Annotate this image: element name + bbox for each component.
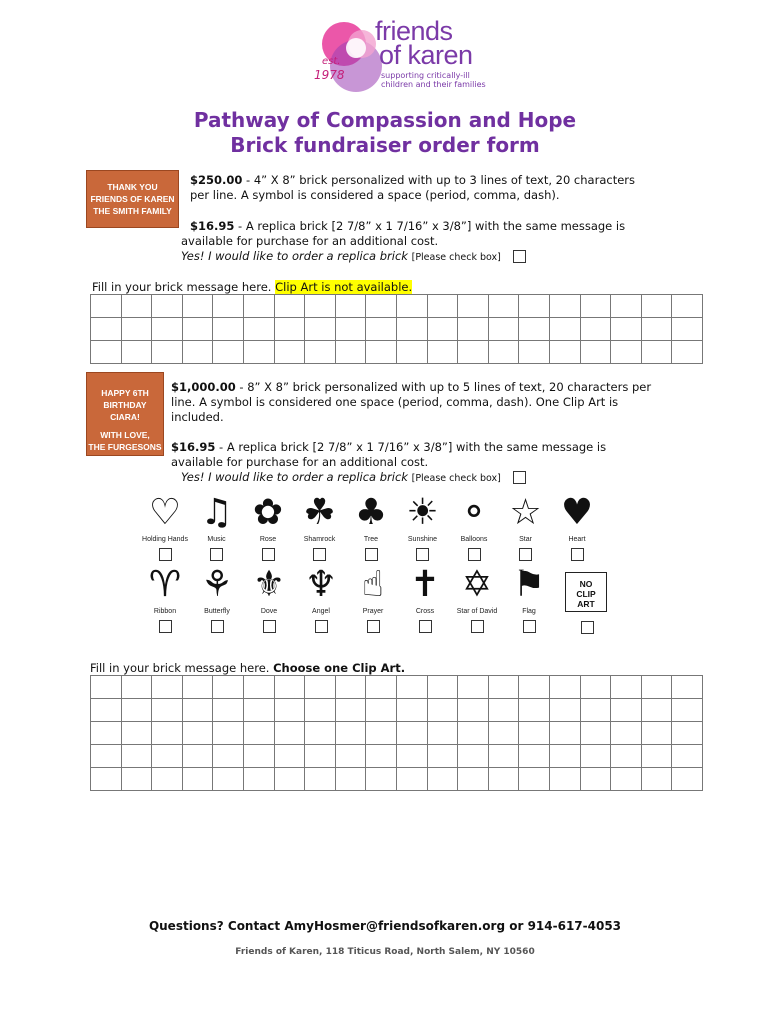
brick-8x8-description bbox=[171, 380, 691, 425]
clipart-checkbox[interactable] bbox=[263, 620, 276, 633]
replica-4x8-check-hint: [Please check box] bbox=[411, 252, 501, 263]
message-cell[interactable] bbox=[396, 318, 427, 341]
replica-4x8-order-row bbox=[181, 249, 601, 265]
message-cell[interactable] bbox=[458, 768, 489, 791]
message-cell[interactable] bbox=[488, 768, 519, 791]
no-clip-art-line: NO bbox=[579, 579, 593, 589]
tree-icon: ♣ bbox=[354, 492, 388, 533]
message-cell[interactable] bbox=[305, 318, 336, 341]
clipart-option-prayer bbox=[345, 562, 401, 634]
message-cell[interactable] bbox=[488, 341, 519, 364]
message-cell[interactable] bbox=[213, 699, 244, 722]
message-cell[interactable] bbox=[519, 318, 550, 341]
clipart-option-flag bbox=[501, 562, 557, 634]
message-cell[interactable] bbox=[335, 768, 366, 791]
clipart-checkbox[interactable] bbox=[211, 620, 224, 633]
message-cell[interactable] bbox=[458, 745, 489, 768]
page-title: Pathway of Compassion and Hope bbox=[193, 108, 577, 132]
message-cell[interactable] bbox=[91, 341, 122, 364]
brick-4x8-desc-line2: per line. A symbol is considered a space (period, comma, dash). bbox=[190, 188, 560, 202]
message-cell[interactable] bbox=[274, 745, 305, 768]
clipart-checkbox[interactable] bbox=[468, 548, 481, 561]
clipart-checkbox[interactable] bbox=[519, 548, 532, 561]
logo-name-line2: of karen bbox=[379, 40, 473, 70]
clipart-label: Holding Hands bbox=[142, 536, 188, 543]
message-cell[interactable] bbox=[580, 699, 611, 722]
star-icon: ☆ bbox=[509, 492, 542, 533]
clipart-option-tree bbox=[343, 490, 399, 562]
message-cell[interactable] bbox=[611, 699, 642, 722]
message-cell[interactable] bbox=[611, 768, 642, 791]
clipart-checkbox[interactable] bbox=[313, 548, 326, 561]
message-cell[interactable] bbox=[672, 768, 703, 791]
message-cell[interactable] bbox=[396, 295, 427, 318]
message-cell[interactable] bbox=[152, 722, 183, 745]
brick-8x8-price: $1,000.00 bbox=[171, 380, 236, 394]
clipart-checkbox[interactable] bbox=[419, 620, 432, 633]
message-cell[interactable] bbox=[458, 295, 489, 318]
brick-4x8-line: THANK YOU bbox=[107, 182, 158, 192]
message-cell[interactable] bbox=[213, 295, 244, 318]
butterfly-icon: ⚘ bbox=[200, 564, 234, 605]
clipart-option-dove bbox=[241, 562, 297, 634]
replica-8x8-order-row bbox=[181, 470, 601, 486]
message-cell[interactable] bbox=[121, 768, 152, 791]
message-cell[interactable] bbox=[182, 768, 213, 791]
message-cell[interactable] bbox=[182, 341, 213, 364]
message-cell[interactable] bbox=[641, 768, 672, 791]
message-cell[interactable] bbox=[213, 341, 244, 364]
flag-icon: ⚑ bbox=[512, 564, 546, 605]
message-cell[interactable] bbox=[305, 341, 336, 364]
message-cell[interactable] bbox=[427, 341, 458, 364]
clipart-checkbox[interactable] bbox=[416, 548, 429, 561]
message-cell[interactable] bbox=[672, 341, 703, 364]
message-cell[interactable] bbox=[580, 295, 611, 318]
replica-4x8-yes-text: Yes! I would like to order a replica brick bbox=[181, 249, 408, 263]
clipart-label: Balloons bbox=[460, 536, 488, 543]
no-clip-art-line: CLIP bbox=[576, 589, 596, 599]
clipart-checkbox[interactable] bbox=[471, 620, 484, 633]
message-cell[interactable] bbox=[274, 676, 305, 699]
clipart-option-holding-hands bbox=[137, 490, 193, 562]
clipart-option-ribbon bbox=[137, 562, 193, 634]
music-icon: ♫ bbox=[200, 492, 233, 533]
replica-4x8-checkbox[interactable] bbox=[513, 250, 526, 263]
clipart-option-rose bbox=[240, 490, 296, 562]
message-cell[interactable] bbox=[672, 699, 703, 722]
message-cell[interactable] bbox=[152, 341, 183, 364]
message-cell[interactable] bbox=[182, 699, 213, 722]
grid1-label-text: Fill in your brick message here. bbox=[92, 280, 276, 294]
message-cell[interactable] bbox=[519, 699, 550, 722]
brick-4x8-desc-line1: - 4” X 8” brick personalized with up to 3 lines of text, 20 characters bbox=[242, 173, 635, 187]
replica-4x8-description bbox=[190, 219, 670, 234]
message-cell[interactable] bbox=[641, 699, 672, 722]
shamrock-icon: ☘ bbox=[303, 492, 336, 533]
message-cell[interactable] bbox=[91, 722, 122, 745]
message-cell[interactable] bbox=[458, 341, 489, 364]
message-cell[interactable] bbox=[335, 676, 366, 699]
message-cell[interactable] bbox=[641, 745, 672, 768]
brick-8x8-desc-line1: - 8” X 8” brick personalized with up to 5 lines of text, 20 characters per bbox=[235, 380, 652, 394]
message-cell[interactable] bbox=[335, 341, 366, 364]
clipart-option-angel bbox=[293, 562, 349, 634]
brick-4x8-price: $250.00 bbox=[190, 173, 243, 187]
message-cell[interactable] bbox=[458, 722, 489, 745]
clipart-option-butterfly bbox=[189, 562, 245, 634]
message-cell[interactable] bbox=[305, 295, 336, 318]
clipart-label: Dove bbox=[260, 608, 278, 615]
clipart-option-shamrock bbox=[292, 490, 348, 562]
message-cell[interactable] bbox=[305, 768, 336, 791]
brick-8x8-line: HAPPY 6TH bbox=[101, 388, 149, 398]
message-cell[interactable] bbox=[121, 318, 152, 341]
clipart-label: Ribbon bbox=[153, 608, 177, 615]
message-cell[interactable] bbox=[580, 676, 611, 699]
message-cell[interactable] bbox=[335, 745, 366, 768]
clipart-option-star bbox=[498, 490, 554, 562]
message-cell[interactable] bbox=[427, 318, 458, 341]
message-cell[interactable] bbox=[458, 699, 489, 722]
message-cell[interactable] bbox=[335, 722, 366, 745]
brick-8x8-line: THE FURGESONS bbox=[88, 442, 162, 452]
clipart-label: Star of David bbox=[456, 608, 498, 615]
balloons-icon: ⚬ bbox=[458, 492, 490, 533]
message-cell[interactable] bbox=[641, 676, 672, 699]
message-cell[interactable] bbox=[121, 722, 152, 745]
clipart-checkbox[interactable] bbox=[159, 620, 172, 633]
prayer-icon: ☝ bbox=[362, 564, 384, 605]
message-cell[interactable] bbox=[91, 745, 122, 768]
message-cell[interactable] bbox=[580, 768, 611, 791]
message-cell[interactable] bbox=[549, 722, 580, 745]
message-cell[interactable] bbox=[305, 676, 336, 699]
clipart-checkbox[interactable] bbox=[262, 548, 275, 561]
cross-icon: ✝ bbox=[409, 564, 441, 605]
logo-tagline-line1: supporting critically-ill bbox=[381, 71, 470, 80]
replica-4x8-line1: - A replica brick [2 7/8” x 1 7/16” x 3/8”] with the same message is bbox=[234, 219, 626, 233]
message-cell[interactable] bbox=[152, 318, 183, 341]
grid2-label bbox=[90, 661, 405, 676]
page-subtitle: Brick fundraiser order form bbox=[230, 133, 540, 157]
brick-4x8-line: THE SMITH FAMILY bbox=[93, 206, 172, 216]
message-cell[interactable] bbox=[335, 318, 366, 341]
clipart-checkbox[interactable] bbox=[367, 620, 380, 633]
message-cell[interactable] bbox=[243, 745, 274, 768]
message-cell[interactable] bbox=[366, 318, 397, 341]
brick-8x8-desc-line3: included. bbox=[171, 410, 224, 424]
clipart-option-heart bbox=[549, 490, 605, 562]
message-cell[interactable] bbox=[519, 676, 550, 699]
message-cell[interactable] bbox=[152, 768, 183, 791]
message-cell[interactable] bbox=[672, 295, 703, 318]
clipart-label: Tree bbox=[363, 536, 379, 543]
grid1-clipart-note: Clip Art is not available. bbox=[275, 280, 413, 294]
replica-8x8-description bbox=[171, 440, 691, 470]
clipart-label: Star bbox=[519, 536, 532, 543]
clipart-checkbox[interactable] bbox=[210, 548, 223, 561]
message-cell[interactable] bbox=[213, 676, 244, 699]
clipart-option-sunshine bbox=[395, 490, 451, 562]
message-cell[interactable] bbox=[182, 318, 213, 341]
clipart-label: Music bbox=[207, 536, 226, 543]
message-cell[interactable] bbox=[427, 745, 458, 768]
message-cell[interactable] bbox=[366, 722, 397, 745]
message-cell[interactable] bbox=[366, 295, 397, 318]
message-cell[interactable] bbox=[641, 341, 672, 364]
no-clip-art-checkbox[interactable] bbox=[581, 621, 594, 634]
clipart-label: Shamrock bbox=[303, 536, 336, 543]
message-cell[interactable] bbox=[121, 295, 152, 318]
message-cell[interactable] bbox=[335, 699, 366, 722]
footer-questions: Questions? Contact AmyHosmer@friendsofkaren.org or 914-617-4053 bbox=[148, 919, 622, 933]
grid2-label-text: Fill in your brick message here. bbox=[90, 661, 274, 675]
clipart-checkbox[interactable] bbox=[523, 620, 536, 633]
message-cell[interactable] bbox=[91, 699, 122, 722]
no-clip-art-box bbox=[565, 572, 607, 612]
message-cell[interactable] bbox=[427, 676, 458, 699]
logo-tagline-line2: children and their families bbox=[381, 80, 486, 89]
brick-4x8-line: FRIENDS OF KAREN bbox=[90, 194, 175, 204]
message-cell[interactable] bbox=[580, 745, 611, 768]
message-cell[interactable] bbox=[243, 676, 274, 699]
angel-icon: ♆ bbox=[304, 564, 338, 605]
clipart-option-balloons bbox=[446, 490, 502, 562]
message-cell[interactable] bbox=[274, 295, 305, 318]
message-cell[interactable] bbox=[488, 676, 519, 699]
message-cell[interactable] bbox=[213, 722, 244, 745]
clipart-label: Prayer bbox=[362, 608, 384, 615]
logo-est: est. bbox=[322, 56, 341, 67]
message-cell[interactable] bbox=[243, 768, 274, 791]
message-cell[interactable] bbox=[641, 318, 672, 341]
message-cell[interactable] bbox=[366, 699, 397, 722]
brick-8x8-message-grid bbox=[90, 675, 703, 791]
clipart-checkbox[interactable] bbox=[315, 620, 328, 633]
message-cell[interactable] bbox=[152, 745, 183, 768]
brick-8x8-line: BIRTHDAY bbox=[103, 400, 147, 410]
message-cell[interactable] bbox=[549, 768, 580, 791]
message-cell[interactable] bbox=[549, 699, 580, 722]
brick-4x8-description bbox=[190, 173, 670, 203]
message-cell[interactable] bbox=[366, 745, 397, 768]
message-cell[interactable] bbox=[427, 699, 458, 722]
message-cell[interactable] bbox=[396, 745, 427, 768]
clipart-checkbox[interactable] bbox=[365, 548, 378, 561]
grid1-label bbox=[92, 280, 412, 295]
logo-name-line1: friends bbox=[375, 16, 453, 46]
message-cell[interactable] bbox=[427, 768, 458, 791]
replica-8x8-check-hint: [Please check box] bbox=[411, 473, 501, 484]
message-cell[interactable] bbox=[641, 722, 672, 745]
message-cell[interactable] bbox=[305, 722, 336, 745]
message-cell[interactable] bbox=[519, 745, 550, 768]
message-cell[interactable] bbox=[213, 768, 244, 791]
message-cell[interactable] bbox=[243, 295, 274, 318]
message-cell[interactable] bbox=[152, 295, 183, 318]
sunshine-icon: ☀ bbox=[406, 492, 439, 533]
message-cell[interactable] bbox=[243, 699, 274, 722]
message-cell[interactable] bbox=[458, 676, 489, 699]
message-cell[interactable] bbox=[274, 722, 305, 745]
message-cell[interactable] bbox=[672, 722, 703, 745]
clipart-checkbox[interactable] bbox=[159, 548, 172, 561]
message-cell[interactable] bbox=[121, 699, 152, 722]
message-cell[interactable] bbox=[611, 745, 642, 768]
clipart-label: Cross bbox=[415, 608, 435, 615]
message-cell[interactable] bbox=[243, 341, 274, 364]
message-cell[interactable] bbox=[396, 768, 427, 791]
message-cell[interactable] bbox=[274, 699, 305, 722]
message-cell[interactable] bbox=[611, 676, 642, 699]
brick-4x8-message-grid bbox=[90, 294, 703, 364]
message-cell[interactable] bbox=[519, 768, 550, 791]
clipart-label: Sunshine bbox=[407, 536, 438, 543]
clipart-checkbox[interactable] bbox=[571, 548, 584, 561]
clipart-label: Butterfly bbox=[204, 608, 230, 615]
clipart-label: Heart bbox=[568, 536, 586, 543]
message-cell[interactable] bbox=[488, 295, 519, 318]
replica-8x8-line1: - A replica brick [2 7/8” x 1 7/16” x 3/8”] with the same message is bbox=[215, 440, 607, 454]
clipart-option-music bbox=[189, 490, 245, 562]
message-cell[interactable] bbox=[305, 745, 336, 768]
message-cell[interactable] bbox=[182, 745, 213, 768]
message-cell[interactable] bbox=[549, 318, 580, 341]
message-cell[interactable] bbox=[549, 745, 580, 768]
message-cell[interactable] bbox=[458, 318, 489, 341]
message-cell[interactable] bbox=[366, 341, 397, 364]
message-cell[interactable] bbox=[91, 318, 122, 341]
message-cell[interactable] bbox=[488, 699, 519, 722]
message-cell[interactable] bbox=[91, 676, 122, 699]
ribbon-icon: ♈ bbox=[148, 564, 182, 605]
message-cell[interactable] bbox=[672, 318, 703, 341]
logo-year: 1978 bbox=[314, 68, 345, 82]
message-cell[interactable] bbox=[121, 341, 152, 364]
brick-4x8-image bbox=[86, 170, 179, 228]
replica-4x8-line2: available for purchase for an additional cost. bbox=[181, 234, 439, 248]
message-cell[interactable] bbox=[213, 745, 244, 768]
message-cell[interactable] bbox=[91, 768, 122, 791]
message-cell[interactable] bbox=[366, 768, 397, 791]
message-cell[interactable] bbox=[580, 722, 611, 745]
message-cell[interactable] bbox=[611, 295, 642, 318]
message-cell[interactable] bbox=[182, 676, 213, 699]
message-cell[interactable] bbox=[427, 722, 458, 745]
star-of-david-icon: ✡ bbox=[461, 564, 493, 605]
message-cell[interactable] bbox=[182, 295, 213, 318]
message-cell[interactable] bbox=[549, 676, 580, 699]
message-cell[interactable] bbox=[243, 318, 274, 341]
message-cell[interactable] bbox=[121, 676, 152, 699]
message-cell[interactable] bbox=[580, 318, 611, 341]
replica-8x8-checkbox[interactable] bbox=[513, 471, 526, 484]
message-cell[interactable] bbox=[611, 318, 642, 341]
message-cell[interactable] bbox=[396, 676, 427, 699]
message-cell[interactable] bbox=[519, 341, 550, 364]
message-cell[interactable] bbox=[611, 722, 642, 745]
message-cell[interactable] bbox=[274, 768, 305, 791]
message-cell[interactable] bbox=[580, 341, 611, 364]
message-cell[interactable] bbox=[549, 341, 580, 364]
replica-8x8-line2: available for purchase for an additional cost. bbox=[171, 455, 429, 469]
message-cell[interactable] bbox=[274, 318, 305, 341]
message-cell[interactable] bbox=[488, 745, 519, 768]
heart-icon: ♥ bbox=[560, 492, 594, 533]
message-cell[interactable] bbox=[396, 699, 427, 722]
message-cell[interactable] bbox=[305, 699, 336, 722]
brick-8x8-line: WITH LOVE, bbox=[100, 430, 150, 440]
replica-8x8-price: $16.95 bbox=[171, 440, 216, 454]
message-cell[interactable] bbox=[396, 722, 427, 745]
message-cell[interactable] bbox=[672, 745, 703, 768]
clipart-option-star-of-david bbox=[449, 562, 505, 634]
message-cell[interactable] bbox=[152, 676, 183, 699]
replica-8x8-yes-text: Yes! I would like to order a replica brick bbox=[181, 470, 408, 484]
message-cell[interactable] bbox=[519, 295, 550, 318]
message-cell[interactable] bbox=[121, 745, 152, 768]
message-cell[interactable] bbox=[213, 318, 244, 341]
message-cell[interactable] bbox=[672, 676, 703, 699]
replica-4x8-price: $16.95 bbox=[190, 219, 235, 233]
message-cell[interactable] bbox=[274, 341, 305, 364]
message-cell[interactable] bbox=[91, 295, 122, 318]
message-cell[interactable] bbox=[549, 295, 580, 318]
message-cell[interactable] bbox=[243, 722, 274, 745]
message-cell[interactable] bbox=[335, 295, 366, 318]
brick-8x8-line: CIARA! bbox=[110, 412, 140, 422]
brick-8x8-image bbox=[86, 372, 164, 456]
brick-8x8-desc-line2: line. A symbol is considered one space (period, comma, dash). One Clip Art is bbox=[171, 395, 619, 409]
clipart-label: Rose bbox=[259, 536, 277, 543]
message-cell[interactable] bbox=[366, 676, 397, 699]
message-cell[interactable] bbox=[152, 699, 183, 722]
rose-icon: ✿ bbox=[252, 492, 284, 533]
dove-icon: ⚜ bbox=[252, 564, 286, 605]
message-cell[interactable] bbox=[182, 722, 213, 745]
message-cell[interactable] bbox=[611, 341, 642, 364]
clipart-label: Flag bbox=[522, 608, 536, 615]
message-cell[interactable] bbox=[519, 722, 550, 745]
message-cell[interactable] bbox=[488, 318, 519, 341]
no-clip-art-line: ART bbox=[577, 599, 595, 609]
holding-hands-icon: ♡ bbox=[148, 492, 182, 533]
grid2-clipart-note: Choose one Clip Art. bbox=[273, 661, 406, 675]
clipart-option-cross bbox=[397, 562, 453, 634]
message-cell[interactable] bbox=[396, 341, 427, 364]
message-cell[interactable] bbox=[641, 295, 672, 318]
message-cell[interactable] bbox=[427, 295, 458, 318]
clipart-label: Angel bbox=[312, 608, 330, 615]
footer-address: Friends of Karen, 118 Titicus Road, North Salem, NY 10560 bbox=[235, 947, 535, 957]
message-cell[interactable] bbox=[488, 722, 519, 745]
